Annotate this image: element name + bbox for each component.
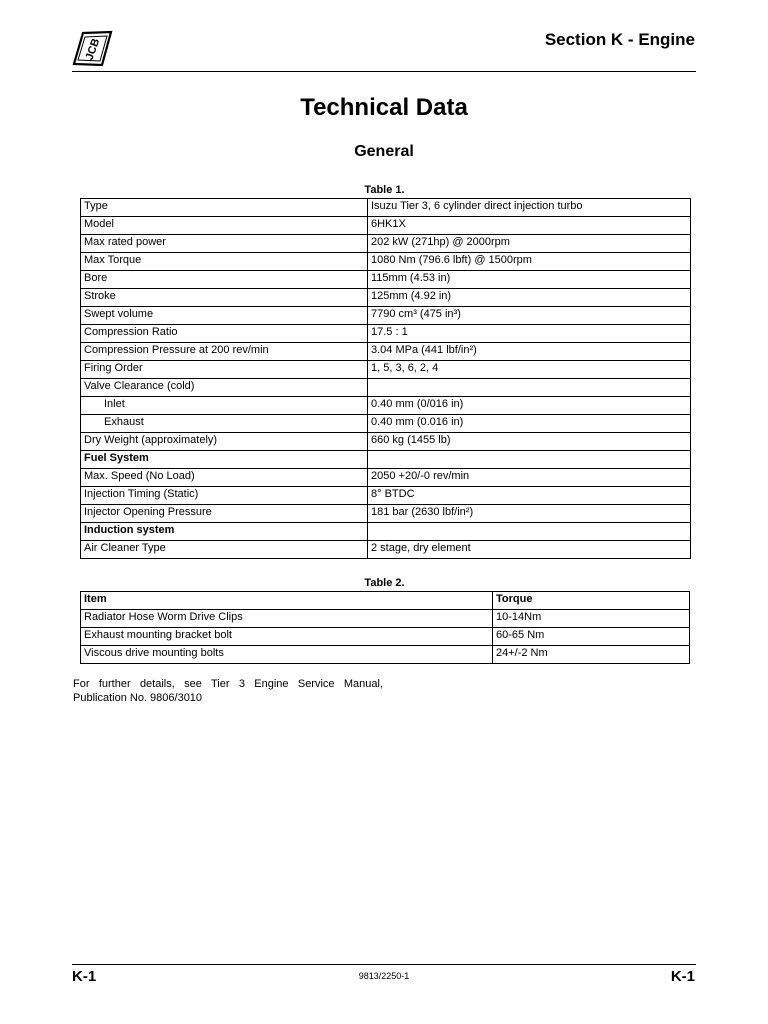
table1-caption: Table 1. (364, 184, 405, 196)
publication-number: 9813/2250-1 (358, 971, 410, 981)
table-row (81, 451, 691, 469)
spec-label: Air Cleaner Type (81, 541, 368, 559)
spec-value: 1080 Nm (796.6 lbft) @ 1500rpm (368, 253, 691, 271)
table-row (81, 415, 691, 433)
table2-caption: Table 2. (364, 577, 405, 589)
spec-label: Injection Timing (Static) (81, 487, 368, 505)
spec-value (368, 379, 691, 397)
page-number-right: K-1 (670, 968, 695, 985)
spec-label: Stroke (81, 289, 368, 307)
spec-value: 8° BTDC (368, 487, 691, 505)
spec-label: Model (81, 217, 368, 235)
page-title: Technical Data (300, 94, 468, 121)
table-row (81, 307, 691, 325)
table-row (81, 343, 691, 361)
engine-spec-table (80, 198, 691, 559)
svg-text:JCB: JCB (83, 36, 103, 62)
spec-group-heading: Induction system (81, 523, 368, 541)
table-row (81, 379, 691, 397)
table-row (81, 610, 690, 628)
spec-value: 115mm (4.53 in) (368, 271, 691, 289)
spec-label: Compression Pressure at 200 rev/min (81, 343, 368, 361)
spec-value: 6HK1X (368, 217, 691, 235)
table-row (81, 397, 691, 415)
torque-value: 60-65 Nm (493, 628, 690, 646)
table-row (81, 646, 690, 664)
page-subtitle: General (354, 143, 414, 160)
torque-value: 10-14Nm (493, 610, 690, 628)
spec-label: Dry Weight (approximately) (81, 433, 368, 451)
torque-item: Radiator Hose Worm Drive Clips (81, 610, 493, 628)
spec-value: 17.5 : 1 (368, 325, 691, 343)
spec-value: 125mm (4.92 in) (368, 289, 691, 307)
table-row (81, 469, 691, 487)
torque-item: Viscous drive mounting bolts (81, 646, 493, 664)
table-row (81, 487, 691, 505)
spec-label: Exhaust (81, 415, 368, 433)
spec-value: 2050 +20/-0 rev/min (368, 469, 691, 487)
table-row (81, 505, 691, 523)
table-row (81, 628, 690, 646)
page-number-left: K-1 (72, 968, 97, 985)
column-header-item: Item (81, 592, 493, 610)
table-row (81, 289, 691, 307)
spec-label: Max. Speed (No Load) (81, 469, 368, 487)
table-header-row (81, 592, 690, 610)
footer-rule (72, 964, 696, 965)
table-row (81, 199, 691, 217)
table-row (81, 361, 691, 379)
spec-group-heading: Fuel System (81, 451, 368, 469)
spec-value: 202 kW (271hp) @ 2000rpm (368, 235, 691, 253)
spec-label: Swept volume (81, 307, 368, 325)
table-row (81, 433, 691, 451)
spec-label: Max rated power (81, 235, 368, 253)
spec-value: 660 kg (1455 lb) (368, 433, 691, 451)
spec-value: 0.40 mm (0/016 in) (368, 397, 691, 415)
spec-label: Compression Ratio (81, 325, 368, 343)
torque-table (80, 591, 690, 664)
jcb-logo (71, 30, 113, 67)
spec-label: Injector Opening Pressure (81, 505, 368, 523)
spec-value: 7790 cm³ (475 in³) (368, 307, 691, 325)
spec-value: 3.04 MPa (441 lbf/in²) (368, 343, 691, 361)
spec-label: Firing Order (81, 361, 368, 379)
table-row (81, 523, 691, 541)
spec-label: Type (81, 199, 368, 217)
table-row (81, 217, 691, 235)
spec-value (368, 523, 691, 541)
spec-value: 0.40 mm (0.016 in) (368, 415, 691, 433)
spec-label: Bore (81, 271, 368, 289)
table-row (81, 271, 691, 289)
table-row (81, 235, 691, 253)
spec-value: 1, 5, 3, 6, 2, 4 (368, 361, 691, 379)
spec-value: 2 stage, dry element (368, 541, 691, 559)
section-title: Section K - Engine (544, 30, 695, 49)
spec-value: Isuzu Tier 3, 6 cylinder direct injection turbo (368, 199, 691, 217)
spec-label: Inlet (81, 397, 368, 415)
header-rule (72, 71, 696, 72)
spec-label: Max Torque (81, 253, 368, 271)
spec-value (368, 451, 691, 469)
torque-item: Exhaust mounting bracket bolt (81, 628, 493, 646)
table-row (81, 253, 691, 271)
column-header-torque: Torque (493, 592, 690, 610)
table-row (81, 541, 691, 559)
torque-value: 24+/-2 Nm (493, 646, 690, 664)
spec-value: 181 bar (2630 lbf/in²) (368, 505, 691, 523)
table-row (81, 325, 691, 343)
spec-label: Valve Clearance (cold) (81, 379, 368, 397)
further-details-note: For further details, see Tier 3 Engine Service Manual, Publication No. 9806/3010 (73, 678, 383, 704)
